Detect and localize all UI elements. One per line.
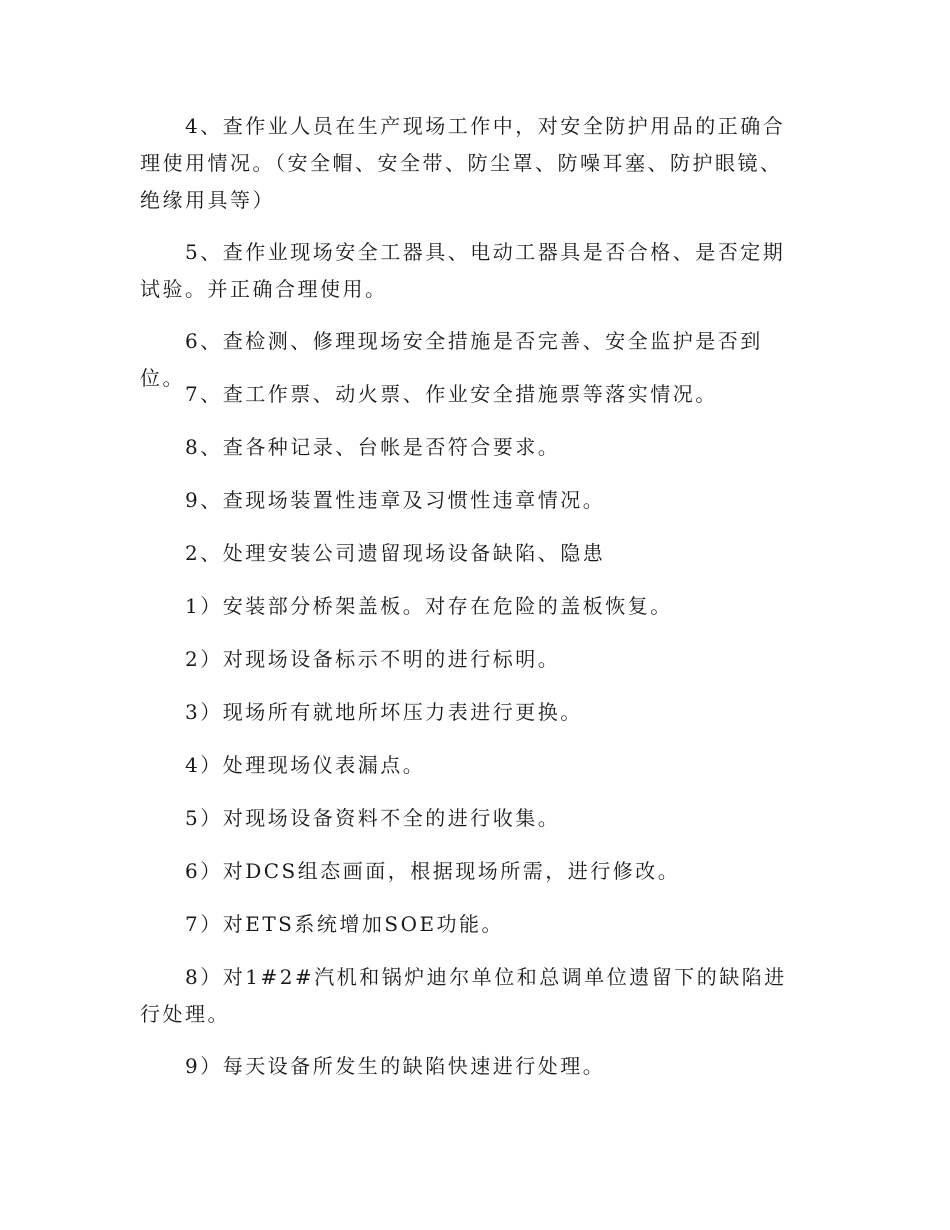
section-heading-2: 2、处理安装公司遗留现场设备缺陷、隐患	[185, 541, 606, 565]
list-item-6: 6）对DCS组态画面，根据现场所需，进行修改。	[185, 859, 681, 883]
list-item-7: 7）对ETS系统增加SOE功能。	[185, 912, 505, 936]
paragraph-item-5: 5、查作业现场安全工器具、电动工器具是否合格、是否定期试验。并正确合理使用。	[140, 240, 786, 301]
paragraph-item-9: 9、查现场装置性违章及习惯性违章情况。	[185, 488, 606, 512]
paragraph-item-4: 4、查作业人员在生产现场工作中，对安全防护用品的正确合理使用情况。（安全帽、安全带、防尘罩、防噪耳塞、防护眼镜、绝缘用具等）	[140, 114, 786, 212]
paragraph-item-7: 7、查工作票、动火票、作业安全措施票等落实情况。	[185, 382, 718, 406]
list-item-4: 4）处理现场仪表漏点。	[185, 753, 426, 777]
paragraph-item-8: 8、查各种记录、台帐是否符合要求。	[185, 435, 561, 459]
list-item-5: 5）对现场设备资料不全的进行收集。	[185, 806, 561, 830]
list-item-9: 9）每天设备所发生的缺陷快速进行处理。	[185, 1054, 606, 1078]
list-item-2: 2）对现场设备标示不明的进行标明。	[185, 647, 561, 671]
list-item-1: 1）安装部分桥架盖板。对存在危险的盖板恢复。	[185, 594, 673, 618]
paragraph-item-6: 6、查检测、修理现场安全措施是否完善、安全监护是否到位。	[140, 329, 763, 390]
list-item-3: 3）现场所有就地所坏压力表进行更换。	[185, 700, 583, 724]
list-item-8: 8）对1#2#汽机和锅炉迪尔单位和总调单位遗留下的缺陷进行处理。	[140, 965, 787, 1026]
